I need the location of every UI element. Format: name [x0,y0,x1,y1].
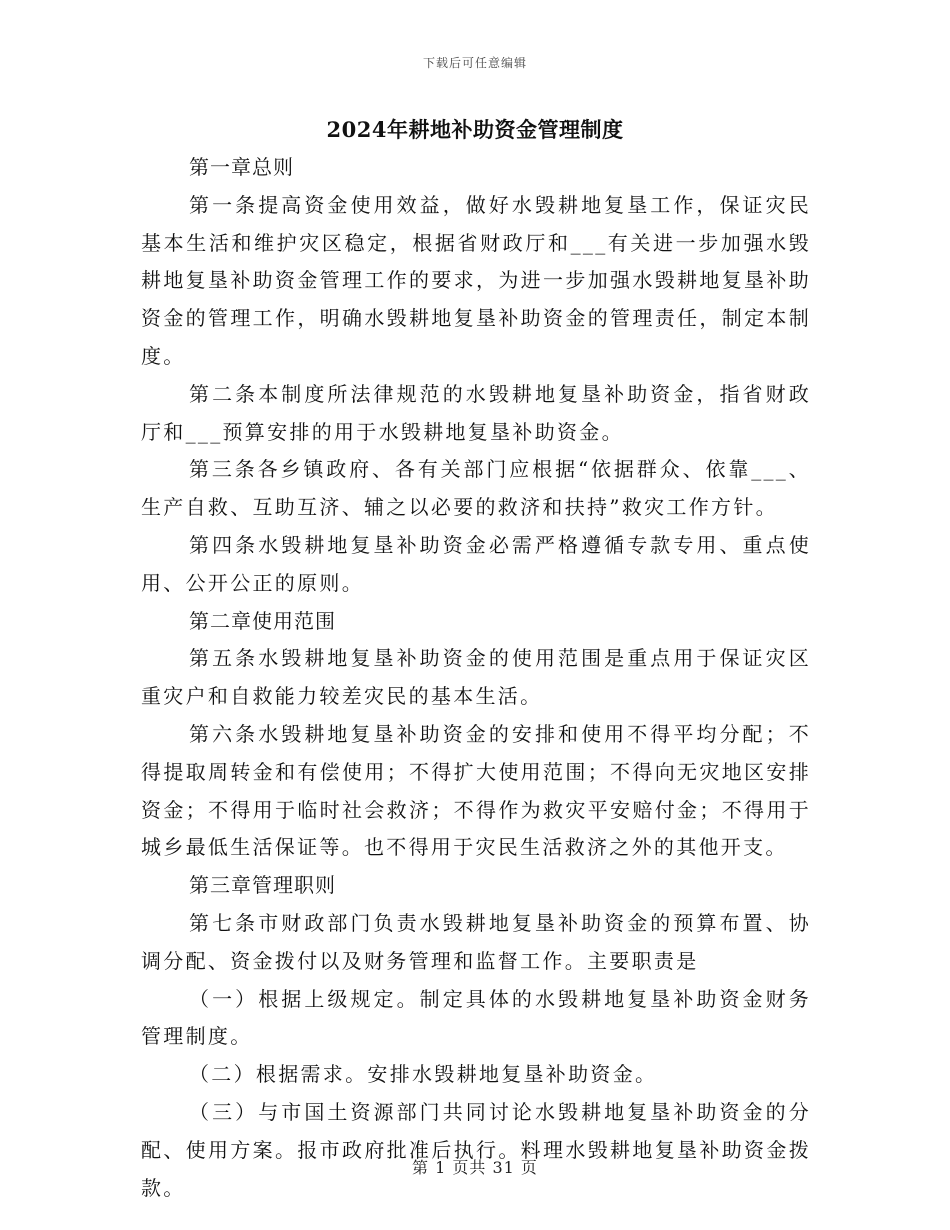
article-7-item-2: （二）根据需求。安排水毁耕地复垦补助资金。 [189,1062,658,1087]
article-6: 第六条水毁耕地复垦补助资金的安排和使用不得平均分配；不得提取周转金和有偿使用；不得扩大使用范围；不得向无灾地区安排资金；不得用于临时社会救济；不得作为救灾平安赔付金；不得用于城乡最低生活保证等。也不得用于灾民生活救济之外的其他开支。 [141,721,811,860]
document-body [141,149,811,1207]
chapter-heading-2: 第二章使用范围 [189,608,336,633]
article-4: 第四条水毁耕地复垦补助资金必需严格遵循专款专用、重点使用、公开公正的原则。 [141,532,811,595]
article-3: 第三条各乡镇政府、各有关部门应根据“依据群众、依靠___、生产自救、互助互济、辅之以必要的救济和扶持”救灾工作方针。 [141,457,811,520]
article-5: 第五条水毁耕地复垦补助资金的使用范围是重点用于保证灾区重灾户和自救能力较差灾民的基本生活。 [141,646,811,709]
chapter-heading-1: 第一章总则 [189,155,294,179]
article-7: 第七条市财政部门负责水毁耕地复垦补助资金的预算布置、协调分配、资金拨付以及财务管理和监督工作。主要职责是 [141,910,811,973]
article-7-item-1: （一）根据上级规定。制定具体的水毁耕地复垦补助资金财务管理制度。 [141,986,811,1049]
header-note: 下载后可任意编辑 [422,56,527,70]
article-7-item-3: （三）与市国土资源部门共同讨论水毁耕地复垦补助资金的分配、使用方案。报市政府批准后执行。料理水毁耕地复垦补助资金拨款。 [141,1099,811,1200]
document-title: 2024年耕地补助资金管理制度 [326,117,624,142]
chapter-heading-3: 第三章管理职则 [189,873,336,898]
page-number: 第 1 页共 31 页 [412,1158,538,1177]
article-2: 第二条本制度所法律规范的水毁耕地复垦补助资金，指省财政厅和___预算安排的用于水毁耕地复垦补助资金。 [141,381,811,444]
article-1: 第一条提高资金使用效益，做好水毁耕地复垦工作，保证灾民基本生活和维护灾区稳定，根据省财政厅和___有关进一步加强水毁耕地复垦补助资金管理工作的要求，为进一步加强水毁耕地复垦补助资金的管理工作，明确水毁耕地复垦补助资金的管理责任，制定本制度。 [141,192,811,368]
